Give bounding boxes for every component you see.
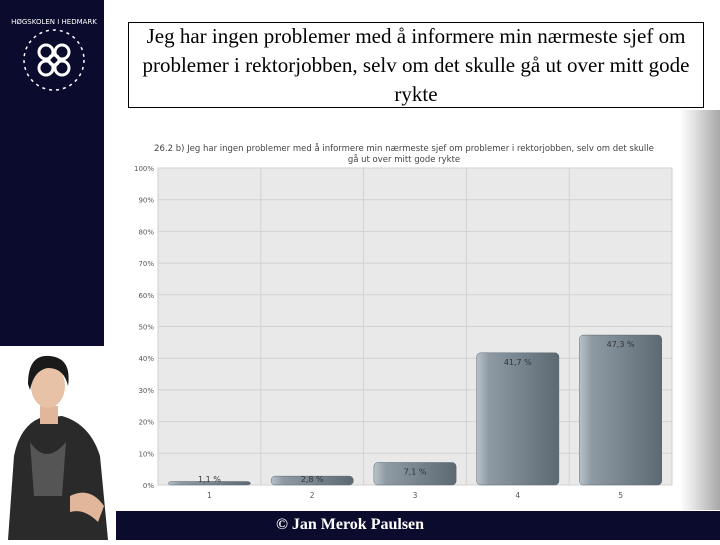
y-tick-label: 60% [138, 291, 154, 300]
logo-text: HØGSKOLEN I HEDMARK [11, 18, 97, 26]
y-tick-label: 100% [133, 165, 154, 173]
slide-title-box [128, 22, 704, 108]
chart-title-line: 26.2 b) Jeg har ingen problemer med å informere min nærmeste sjef om problemer i rektorjobben, selv om det skulle [154, 144, 654, 154]
bar-chart [124, 138, 684, 510]
y-tick-label: 50% [138, 323, 154, 332]
x-tick-label: 4 [515, 491, 521, 500]
chart-title-line: gå ut over mitt gode rykte [347, 155, 461, 165]
data-label: 47,3 % [606, 340, 635, 350]
x-tick-label: 5 [618, 491, 623, 500]
college-logo [6, 12, 102, 108]
x-tick-label: 1 [207, 491, 212, 500]
copyright-text: © Jan Merok Paulsen [275, 516, 425, 533]
bar [477, 353, 559, 485]
y-tick-label: 0% [142, 482, 154, 490]
y-tick-label: 20% [138, 418, 154, 427]
data-label: 2,8 % [300, 475, 324, 484]
x-tick-label: 3 [412, 491, 418, 500]
slide-title: Jeg har ingen problemer med å informere min nærmeste sjef om problemer i rektorjobben, selv om det skulle gå ut over mitt gode rykte [142, 23, 690, 106]
presenter-photo [0, 346, 116, 540]
y-tick-label: 80% [138, 228, 154, 237]
y-tick-label: 70% [138, 260, 154, 269]
bar [579, 335, 661, 485]
footer-bar [116, 511, 720, 540]
y-tick-label: 30% [138, 386, 154, 395]
data-label: 1,1 % [197, 475, 221, 484]
data-label: 41,7 % [503, 357, 532, 367]
y-tick-label: 90% [138, 196, 154, 205]
y-tick-label: 10% [138, 450, 154, 459]
sidebar [0, 0, 104, 346]
chart-area [124, 138, 684, 510]
x-tick-label: 2 [309, 491, 315, 500]
background-photo-strip [682, 110, 720, 510]
y-tick-label: 40% [138, 355, 154, 364]
data-label: 7,1 % [403, 467, 427, 477]
